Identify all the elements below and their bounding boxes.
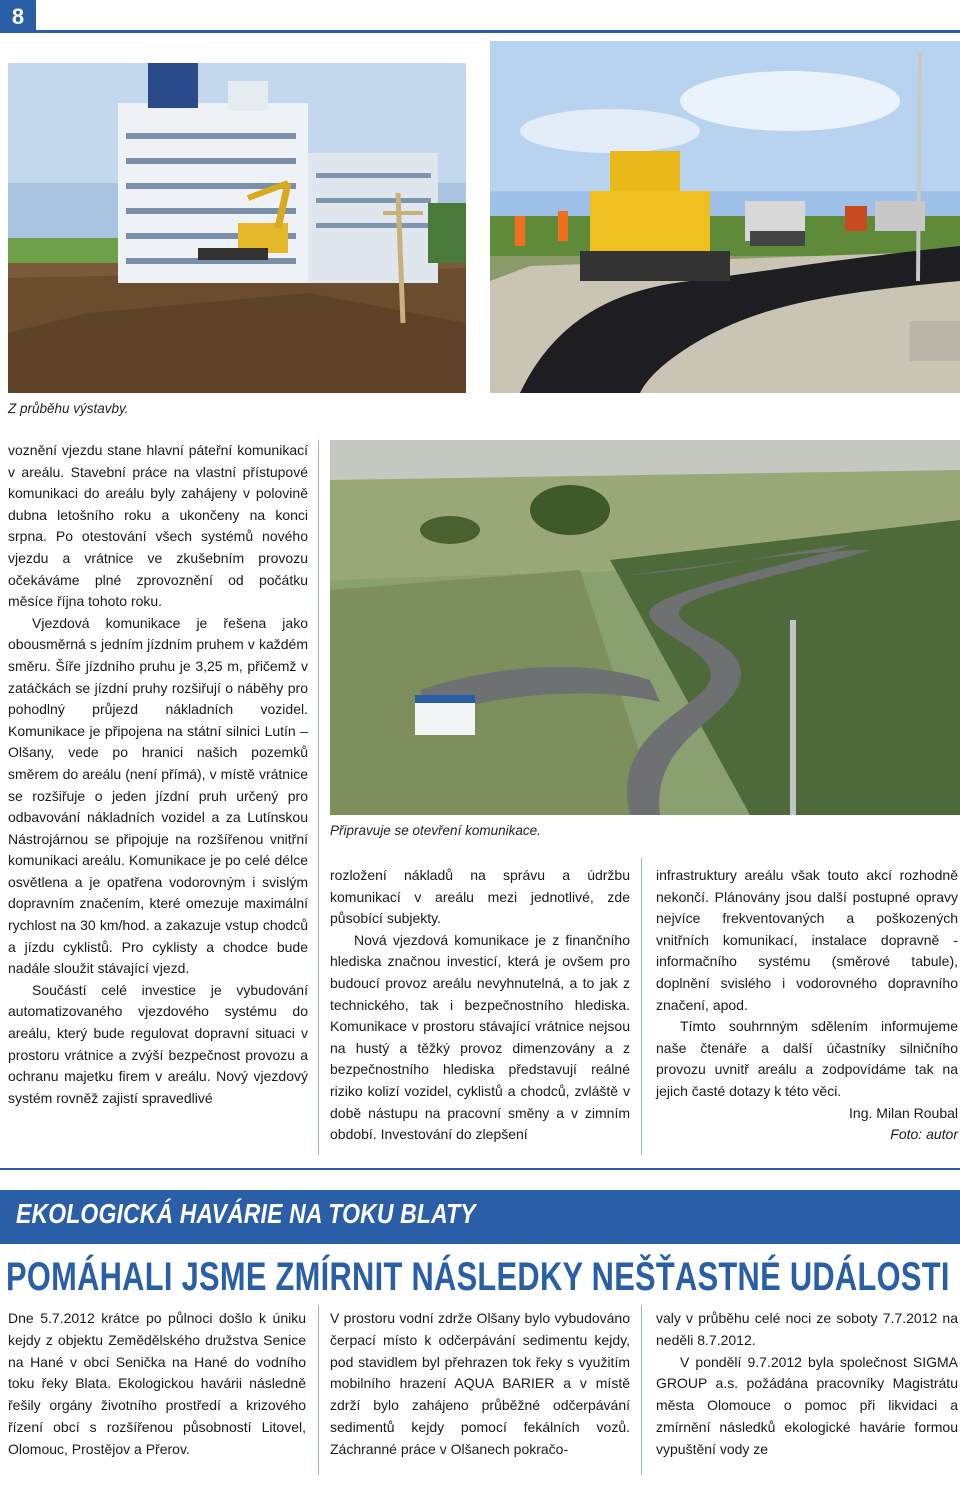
article-headline: POMÁHALI JSME ZMÍRNIT NÁSLEDKY NEŠŤASTNÉ UDÁLOSTI	[6, 1255, 950, 1299]
article2-column-1	[8, 1308, 306, 1461]
top-rule	[36, 30, 960, 33]
author-signature: Ing. Milan Roubal	[849, 1104, 958, 1121]
section-rule	[0, 1168, 960, 1170]
paragraph: V prostoru vodní zdrže Olšany bylo vybudováno čerpací místo k odčerpávání sedimentu kejdy, pod stavidlem byl přehrazen tok řeky s využitím mobilního hrazení AQUA BARIER a v místě zdrží bylo zahájeno průběžné odčerpávání sedimentů kejdy pomocí fekálních vozů. Záchranné práce v Olšanech pokračo-	[330, 1310, 630, 1457]
column-divider	[641, 858, 642, 1155]
column-divider	[318, 1305, 319, 1475]
paragraph: infrastruktury areálu však touto akcí rozhodně nekončí. Plánovány jsou další postupné opravy nejvíce frekventovaných a poškozených vnitřních komunikací, instalace dopravně - informačního systému (směrové tabule), doplnění svislého i vodorovného dopravního značení, apod.	[656, 867, 958, 1013]
column-divider	[641, 1305, 642, 1475]
article-column-3	[656, 865, 958, 1146]
article-column-2	[330, 865, 630, 1146]
paragraph: Vjezdová komunikace je řešena jako obousměrná s jedním jízdním pruhem v každém směru. Šíře jízdního pruhu je 3,25 m, přičemž v zatáčkách se jízdní pruhy rozšiřují o náběhy pro pohodlný průjezd nákladních vozidel. Komunikace je připojena na státní silnici Lutín – Olšany, vede po hranici našich pozemků směrem do areálu (není přímá), v místě vrátnice se rozšiřuje o jeden jízdní pruh určený pro odbavování nákladních vozidel a za Lutínskou Nástrojárnou se připojuje na rozšířenou vnitřní komunikaci areálu. Komunikace je po celé délce osvětlena a je opatřena vodorovným i svislým dopravním značením, které omezuje maximální rychlost na 30 km/hod. a zakazuje vstup chodců a jízdu cyklistů. Pro cyklisty a chodce bude nadále sloužit stávající vjezd.	[8, 614, 308, 977]
article2-column-2	[330, 1308, 630, 1461]
photo-credit: Foto: autor	[890, 1126, 958, 1143]
article2-column-3	[656, 1308, 958, 1461]
road-paving-photo	[490, 41, 960, 393]
page-number: 8	[11, 4, 25, 29]
paragraph: Tímto souhrnným sdělením informujeme naše čtenáře a další účastníky silničního provozu uvnitř areálu a zodpovídáme tak na jejich časté dotazy k této věci.	[656, 1018, 958, 1099]
aerial-road-photo	[330, 440, 960, 815]
paragraph: Dne 5.7.2012 krátce po půlnoci došlo k úniku kejdy z objektu Zemědělského družstva Senice na Hané v obci Senička na Hané do vodního toku řeky Blata. Ekologickou havárii následně řešily orgány životního prostředí a krizového řízení obcí s rozšířenou působností Litovel, Olomouc, Prostějov a Přerov.	[8, 1310, 306, 1457]
caption-construction: Z průběhu výstavby.	[8, 401, 129, 416]
paragraph: Nová vjezdová komunikace je z finančního hlediska značnou investicí, která je ovšem pro budoucí provoz areálu nevyhnutelná, a to jak z technického, tak i bezpečnostního hlediska. Komunikace v prostoru stávající vrátnice nejsou na hustý a těžký provoz dimenzovány a z bezpečnostního hlediska představují reálné riziko kolizí vozidel, cyklistů a chodců, zvláště v době nástupu na pracovní směny a v zimním období. Investování do zlepšení	[330, 931, 630, 1143]
paragraph: V pondělí 9.7.2012 byla společnost SIGMA GROUP a.s. požádána pracovníky Magistrátu města Olomouce o pomoc při likvidaci a zmírnění následků ekologické havárie formou vypuštění vody ze	[656, 1353, 958, 1457]
construction-site-photo	[8, 63, 466, 393]
section-title: EKOLOGICKÁ HAVÁRIE NA TOKU BLATY	[16, 1198, 476, 1229]
paragraph: rozložení nákladů na správu a údržbu komunikací v areálu mezi jednotlivé, zde působící subjekty.	[330, 867, 630, 927]
paragraph: Součástí celé investice je vybudování automatizovaného vjezdového systému do areálu, který bude regulovat dopravní situaci v prostoru vrátnice a zvýší bezpečnost provozu a ochranu majetku firem v areálu. Nový vjezdový systém rovněž zajistí spravedlivé	[8, 981, 308, 1106]
caption-opening: Připravuje se otevření komunikace.	[330, 823, 541, 838]
paragraph: voznění vjezdu stane hlavní páteřní komunikací v areálu. Stavební práce na vlastní přístupové komunikaci do areálu byly zahájeny v polovině dubna letošního roku a ukončeny na konci srpna. Po otestování všech systémů nového vjezdu a vrátnice ve zkušebním provozu očekáváme plné zprovoznění od počátku měsíce října tohoto roku.	[8, 442, 308, 610]
article-column-1	[8, 440, 308, 1109]
column-divider	[318, 440, 319, 1155]
paragraph: valy v průběhu celé noci ze soboty 7.7.2012 na neděli 8.7.2012.	[656, 1310, 958, 1348]
